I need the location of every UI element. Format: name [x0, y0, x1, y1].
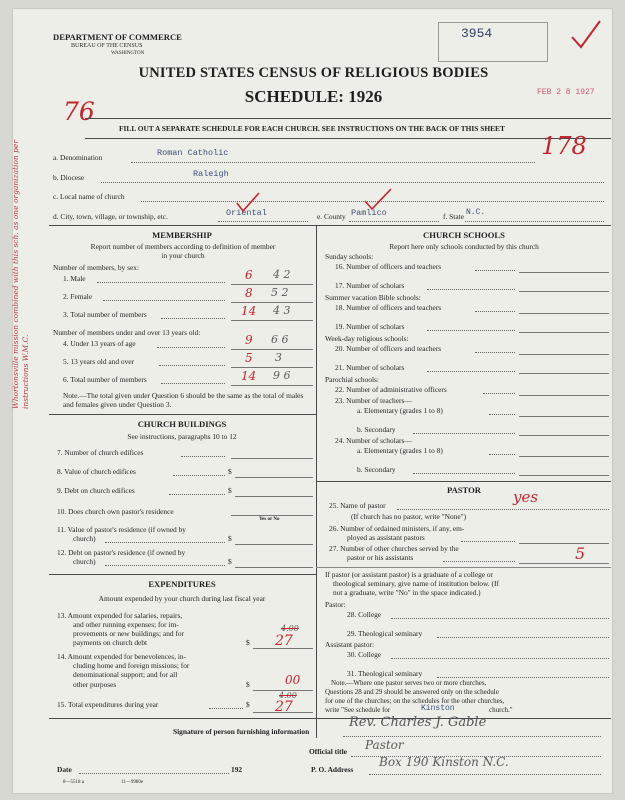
q15-value: 27 [275, 699, 293, 715]
answer-line [519, 416, 609, 417]
q25-label: 25. Name of pastor [329, 501, 386, 510]
q1-value-b: 4 2 [273, 268, 291, 281]
answer-line [519, 272, 609, 273]
q1-value: 6 [245, 268, 253, 282]
census-schedule-sheet [12, 8, 613, 794]
q5-value: 5 [245, 351, 253, 365]
expenditures-sub: Amount expended by your church during last fiscal year [98, 594, 266, 603]
q27-label-2: pastor or his assistants [347, 553, 414, 562]
fill-line [465, 221, 604, 222]
hand-number-right: 178 [541, 132, 587, 160]
fill-line [169, 494, 225, 495]
county-label: e. County [317, 212, 346, 221]
fill-line [489, 454, 515, 455]
q5-value-b: 3 [275, 351, 282, 364]
local-name-label: c. Local name of church [53, 192, 125, 201]
q14-value: 00 [285, 673, 301, 687]
answer-line [231, 302, 313, 303]
q2-value-b: 5 2 [271, 286, 289, 299]
bureau-label: BUREAU OF THE CENSUS [71, 43, 143, 49]
checkmark-icon [569, 17, 603, 51]
buildings-title: CHURCH BUILDINGS [137, 419, 227, 429]
state-label: f. State [443, 212, 464, 221]
rule [85, 138, 611, 139]
q23b-label: b. Secondary [357, 425, 396, 434]
q16-label: 16. Number of officers and teachers [335, 262, 442, 271]
q7-label: 7. Number of church edifices [57, 448, 144, 457]
q25-hint: (If church has no pastor, write "None") [351, 512, 467, 521]
checkmark-icon [363, 187, 393, 211]
fill-line [413, 433, 515, 434]
rule [49, 225, 611, 226]
q2-label: 2. Female [63, 292, 93, 301]
q23a-label: a. Elementary (grades 1 to 8) [357, 406, 443, 415]
fill-line [461, 541, 515, 542]
q19-label: 19. Number of scholars [335, 322, 405, 331]
pastor-note-4: write "See schedule for [325, 706, 391, 714]
q14-label-2: cluding home and foreign missions; for [73, 661, 190, 670]
parochial-label: Parochial schools: [325, 375, 379, 384]
q2-value: 8 [245, 286, 253, 300]
membership-title: MEMBERSHIP [152, 230, 212, 240]
membership-intro: Report number of members according to definition of member in your church [90, 242, 276, 260]
currency-sign: $ [228, 486, 232, 495]
q10-hint: Yes or No [259, 517, 280, 522]
q27-value: 5 [575, 544, 586, 563]
fill-line [437, 637, 609, 638]
answer-line [235, 477, 313, 478]
q6-label: 6. Total number of members [63, 375, 147, 384]
schedule-title: SCHEDULE: 1926 [244, 87, 383, 106]
fill-line [159, 365, 225, 366]
fill-line [413, 473, 515, 474]
serial-number: 3954 [461, 26, 493, 41]
fill-line [161, 318, 225, 319]
q22-label: 22. Number of administrative officers [335, 385, 447, 394]
currency-sign: $ [228, 534, 232, 543]
fill-line [101, 182, 604, 183]
q29-label: 29. Theological seminary [347, 629, 423, 638]
q4-value: 9 [245, 333, 253, 347]
instructions: FILL OUT A SEPARATE SCHEDULE FOR EACH CHURCH. SEE INSTRUCTIONS ON THE BACK OF THIS SHEET [119, 124, 505, 133]
answer-line [231, 320, 313, 321]
answer-line [231, 367, 313, 368]
rule [85, 118, 611, 119]
q17-label: 17. Number of scholars [335, 281, 405, 290]
sunday-label: Sunday schools: [325, 252, 374, 261]
q4-value-b: 6 6 [271, 333, 289, 346]
city-town-label: d. City, town, village, or township, etc. [53, 212, 168, 221]
q11-label: 11. Value of pastor's residence (if owned by [57, 525, 186, 534]
fill-line [443, 561, 515, 562]
q13-struck-value: 4.00 [281, 624, 299, 633]
fill-line [369, 774, 601, 775]
department-label: DEPARTMENT OF COMMERCE [53, 32, 182, 42]
pastor-note-4-end: church." [489, 706, 513, 714]
fill-line [349, 221, 439, 222]
answer-line [231, 458, 313, 459]
currency-sign: $ [228, 467, 232, 476]
see-schedule-value: Kinston [421, 704, 455, 713]
date-label: Date [57, 765, 72, 774]
po-address-value: Box 190 Kinston N.C. [379, 755, 509, 769]
answer-line [231, 284, 313, 285]
fill-line [181, 456, 225, 457]
q30-label: 30. College [347, 650, 382, 659]
q3-label: 3. Total number of members [63, 310, 147, 319]
answer-line [519, 435, 609, 436]
checkmark-icon [235, 191, 261, 213]
fill-line [103, 300, 225, 301]
pastor-note: Note.—Where one pastor serves two or more churches, [331, 679, 487, 687]
rule [49, 718, 611, 719]
fill-line [391, 618, 609, 619]
summer-label: Summer vacation Bible schools: [325, 293, 421, 302]
q24-label: 24. Number of scholars— [335, 436, 412, 445]
hand-number-left: 76 [63, 97, 95, 126]
q12-label: 12. Debt on pastor's residence (if owned by [57, 548, 186, 557]
fill-line [475, 311, 515, 312]
q13-label: 13. Amount expended for salaries, repairs, [57, 611, 183, 620]
signature-value: Rev. Charles J. Gable [349, 715, 487, 730]
q14-label-3: denominational support; and for all [73, 670, 178, 679]
answer-line [519, 395, 609, 396]
q13-label-2: and other running expenses; for im- [73, 620, 179, 629]
q6-value: 14 [241, 369, 257, 383]
fill-line [218, 221, 308, 222]
weekday-label: Week-day religious schools: [325, 334, 409, 343]
answer-line [519, 313, 609, 314]
answer-line [519, 563, 609, 564]
expenditures-title: EXPENDITURES [148, 579, 216, 589]
fill-line [475, 270, 515, 271]
q23-label: 23. Number of teachers— [335, 396, 412, 405]
q11-label-cont: church) [73, 534, 96, 543]
fill-line [427, 289, 515, 290]
members-by-age-label: Number of members under and over 13 years old: [53, 328, 201, 337]
form-number: 8—5518 a [63, 780, 84, 785]
answer-line [519, 332, 609, 333]
q28-label: 28. College [347, 610, 382, 619]
q13-value: 27 [275, 633, 293, 649]
pastor-title: PASTOR [446, 485, 482, 495]
fill-line [397, 509, 609, 510]
fill-line [157, 347, 225, 348]
q5-label: 5. 13 years old and over [63, 357, 135, 366]
answer-line [519, 475, 609, 476]
fill-line [489, 414, 515, 415]
q3-value: 14 [241, 304, 257, 318]
fill-line [79, 773, 229, 774]
currency-sign: $ [246, 700, 250, 709]
q27-label: 27. Number of other churches served by the [329, 544, 459, 553]
schools-intro: Report here only schools conducted by this church [389, 242, 539, 251]
members-by-sex-label: Number of members, by sex: [53, 263, 139, 272]
q14-label-4: other purposes [73, 680, 117, 689]
diocese-label: b. Diocese [53, 173, 85, 182]
membership-note: Note.—The total given under Question 6 should be the same as the total of males and females given under Question 3. [63, 391, 304, 409]
graduate-instructions-3: not a graduate, write "No" in the space indicated.) [333, 588, 481, 597]
buildings-sub: See instructions, paragraphs 10 to 12 [127, 432, 237, 441]
fill-line [161, 383, 225, 384]
q1-label: 1. Male [63, 274, 86, 283]
pastor-note-2: Questions 28 and 29 should be answered only on the schedule [325, 688, 499, 696]
column-divider [316, 226, 317, 738]
answer-line [519, 291, 609, 292]
answer-line [235, 567, 313, 568]
official-title-value: Pastor [365, 738, 404, 752]
q18-label: 18. Number of officers and teachers [335, 303, 442, 312]
received-stamp: FEB 2 8 1927 [537, 88, 595, 97]
fill-line [105, 565, 225, 566]
rule [49, 414, 316, 415]
state-value: N.C. [466, 208, 486, 217]
po-address-label: P. O. Address [311, 765, 354, 774]
q24b-label: b. Secondary [357, 465, 396, 474]
official-title-label: Official title [309, 747, 347, 756]
fill-line [427, 371, 515, 372]
q26-label-2: ployed as assistant pastors [347, 533, 425, 542]
year-label: 192 [231, 765, 243, 774]
answer-line [519, 373, 609, 374]
fill-line [343, 736, 601, 737]
q3-value-b: 4 3 [273, 304, 291, 317]
answer-line [519, 543, 609, 544]
fill-line [105, 542, 225, 543]
currency-sign: $ [246, 638, 250, 647]
answer-line [519, 456, 609, 457]
currency-sign: $ [228, 557, 232, 566]
q13-label-3: provements or new buildings; and for [73, 629, 185, 638]
q26-label: 26. Number of ordained ministers, if any, em- [329, 524, 465, 533]
graduate-instructions-2: theological seminary, give name of institution below. (If [333, 579, 499, 588]
schools-title: CHURCH SCHOOLS [423, 230, 505, 240]
signature-label: Signature of person furnishing information [173, 727, 310, 736]
answer-line [231, 385, 313, 386]
fill-line [209, 708, 243, 709]
city-town-value: Oriental [226, 208, 267, 218]
q13-label-4: payments on church debt [73, 638, 148, 647]
form-title: UNITED STATES CENSUS OF RELIGIOUS BODIES [138, 65, 489, 81]
q24a-label: a. Elementary (grades 1 to 8) [357, 446, 443, 455]
diocese-value: Raleigh [193, 169, 229, 179]
q15-label: 15. Total expenditures during year [57, 700, 159, 709]
city-label: WASHINGTON [111, 51, 145, 56]
margin-note: Whortonsville mission combined with this sch. as one organization per instructions W.M.C. [11, 140, 30, 409]
graduate-instructions: If pastor (or assistant pastor) is a graduate of a college or [325, 570, 494, 579]
q25-value: yes [513, 488, 539, 506]
answer-line [519, 354, 609, 355]
q20-label: 20. Number of officers and teachers [335, 344, 442, 353]
answer-line [253, 648, 313, 649]
county-value: Pamlico [351, 208, 387, 218]
q21-label: 21. Number of scholars [335, 363, 405, 372]
q12-label-cont: church) [73, 557, 96, 566]
answer-line [253, 712, 313, 713]
rule [316, 567, 611, 568]
answer-line [231, 349, 313, 350]
fill-line [483, 393, 515, 394]
pastor-label: Pastor: [325, 600, 346, 609]
answer-line [235, 496, 313, 497]
answer-line [231, 515, 313, 516]
fill-line [173, 475, 225, 476]
pastor-note-3: for one of the churches; on the schedules for the other churches, [325, 697, 505, 705]
fill-line [131, 162, 535, 163]
rule [316, 481, 611, 482]
fill-line [437, 677, 609, 678]
q8-label: 8. Value of church edifices [57, 467, 136, 476]
fill-line [391, 658, 609, 659]
rule [49, 574, 316, 575]
q10-label: 10. Does church own pastor's residence [57, 507, 174, 516]
q9-label: 9. Debt on church edifices [57, 486, 135, 495]
q6-value-b: 9 6 [273, 369, 291, 382]
q14-label: 14. Amount expended for benevolences, in- [57, 652, 187, 661]
serial-box [438, 22, 548, 62]
q4-label: 4. Under 13 years of age [63, 339, 136, 348]
denomination-value: Roman Catholic [157, 148, 229, 158]
answer-line [235, 544, 313, 545]
q15-struck-value: 4.00 [279, 691, 297, 700]
denomination-label: a. Denomination [53, 153, 103, 162]
assistant-pastor-label: Assistant pastor: [325, 640, 375, 649]
form-code: 11—9980e [121, 780, 144, 785]
fill-line [97, 282, 225, 283]
fill-line [475, 352, 515, 353]
fill-line [427, 330, 515, 331]
q31-label: 31. Theological seminary [347, 669, 423, 678]
currency-sign: $ [246, 680, 250, 689]
